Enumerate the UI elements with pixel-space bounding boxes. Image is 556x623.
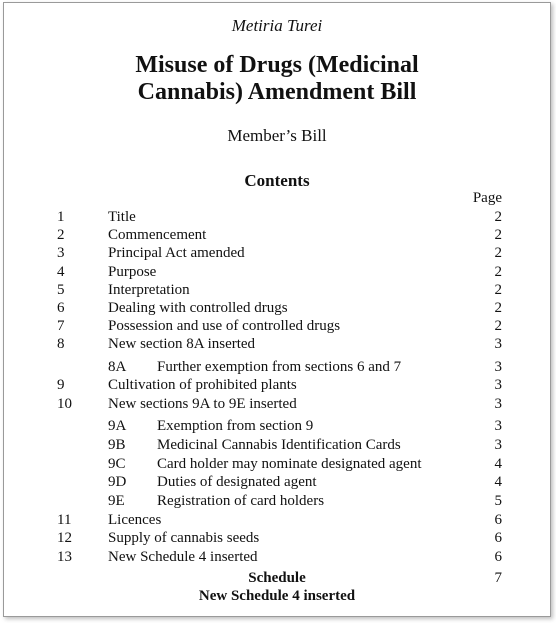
toc-label: Further exemption from sections 6 and 7: [157, 358, 402, 375]
schedule-subtitle: New Schedule 4 inserted: [198, 588, 356, 604]
toc-entry[interactable]: [4, 335, 550, 353]
toc-page: 5: [494, 493, 502, 510]
toc-number: 7: [57, 318, 65, 335]
toc-page: 2: [494, 318, 502, 335]
toc-label: New sections 9A to 9E inserted: [108, 395, 297, 412]
toc-number: 3: [57, 245, 65, 262]
toc-label: New section 8A inserted: [108, 336, 256, 353]
toc-page: 2: [494, 209, 502, 225]
toc-subentry[interactable]: [4, 455, 550, 474]
toc-label: Exemption from section 9: [157, 417, 314, 434]
toc-label: Interpretation: [108, 281, 190, 298]
toc-page: 6: [494, 548, 502, 565]
toc-page: 2: [494, 227, 502, 244]
toc-number: 9C: [108, 455, 126, 472]
toc-label: New Schedule 4 inserted: [108, 548, 258, 565]
toc-entry[interactable]: [4, 548, 550, 566]
toc-number: 2: [57, 227, 65, 244]
toc-entry[interactable]: [4, 299, 550, 317]
bill-title-line-2: Cannabis) Amendment Bill: [137, 79, 417, 105]
bill-type: Member’s Bill: [227, 126, 327, 145]
toc-page: 2: [494, 263, 502, 280]
toc-page: 2: [494, 281, 502, 298]
toc-page: 3: [494, 336, 502, 353]
toc-number: 9B: [108, 436, 126, 453]
schedule-title[interactable]: Schedule: [248, 570, 306, 586]
toc-page: 3: [494, 358, 502, 375]
toc-number: 8A: [108, 358, 127, 375]
toc-number: 8: [57, 336, 65, 353]
toc-number: 5: [57, 281, 65, 298]
toc-page: 2: [494, 245, 502, 262]
toc-number: 9E: [108, 493, 125, 510]
toc-subentry[interactable]: [4, 492, 550, 511]
toc-label: Dealing with controlled drugs: [108, 299, 288, 316]
document-page: [3, 2, 551, 617]
table-of-contents: [4, 208, 550, 566]
toc-number: 11: [57, 512, 72, 529]
toc-subentry[interactable]: [4, 436, 550, 455]
toc-subentry[interactable]: [4, 417, 550, 436]
author-name: Metiria Turei: [231, 16, 323, 35]
bill-title: [4, 52, 550, 106]
toc-entry[interactable]: [4, 511, 550, 529]
toc-label: Card holder may nominate designated agent: [157, 455, 422, 472]
contents-heading: Contents: [244, 171, 310, 190]
toc-page: 4: [494, 474, 502, 491]
toc-subentry[interactable]: [4, 358, 550, 377]
toc-page: 3: [494, 436, 502, 453]
toc-page: 3: [494, 377, 502, 394]
toc-page: 4: [494, 455, 502, 472]
bill-title-line-1: Misuse of Drugs (Medicinal: [135, 52, 419, 78]
toc-entry[interactable]: [4, 244, 550, 262]
toc-page: 3: [494, 417, 502, 434]
toc-page: 6: [494, 512, 502, 529]
toc-number: 12: [57, 530, 72, 547]
toc-entry[interactable]: [4, 529, 550, 547]
toc-number: 13: [57, 548, 72, 565]
toc-label: Possession and use of controlled drugs: [108, 318, 341, 335]
toc-label: Cultivation of prohibited plants: [108, 377, 297, 394]
toc-label: Duties of designated agent: [157, 474, 317, 491]
toc-page: 3: [494, 395, 502, 412]
schedule-page: 7: [494, 570, 502, 586]
toc-number: 4: [57, 263, 65, 280]
toc-number: 9D: [108, 474, 127, 491]
toc-label: Commencement: [108, 227, 207, 244]
toc-page: 6: [494, 530, 502, 547]
toc-label: Title: [108, 209, 136, 225]
toc-label: Supply of cannabis seeds: [108, 530, 260, 547]
toc-label: Licences: [108, 512, 162, 529]
toc-number: 10: [57, 395, 72, 412]
toc-entry[interactable]: [4, 208, 550, 226]
toc-number: 9: [57, 377, 65, 394]
toc-number: 6: [57, 299, 65, 316]
toc-label: Purpose: [108, 263, 157, 280]
toc-subentry[interactable]: [4, 473, 550, 492]
toc-number: 1: [57, 209, 65, 225]
toc-page: 2: [494, 299, 502, 316]
toc-entry[interactable]: [4, 317, 550, 335]
toc-label: Registration of card holders: [157, 493, 325, 510]
toc-number: 9A: [108, 417, 127, 434]
toc-entry[interactable]: [4, 281, 550, 299]
toc-entry[interactable]: [4, 376, 550, 394]
toc-label: Principal Act amended: [108, 245, 245, 262]
page-column-heading: Page: [472, 190, 502, 206]
toc-label: Medicinal Cannabis Identification Cards: [157, 436, 401, 453]
toc-entry[interactable]: [4, 263, 550, 281]
toc-entry[interactable]: [4, 395, 550, 413]
toc-entry[interactable]: [4, 226, 550, 244]
